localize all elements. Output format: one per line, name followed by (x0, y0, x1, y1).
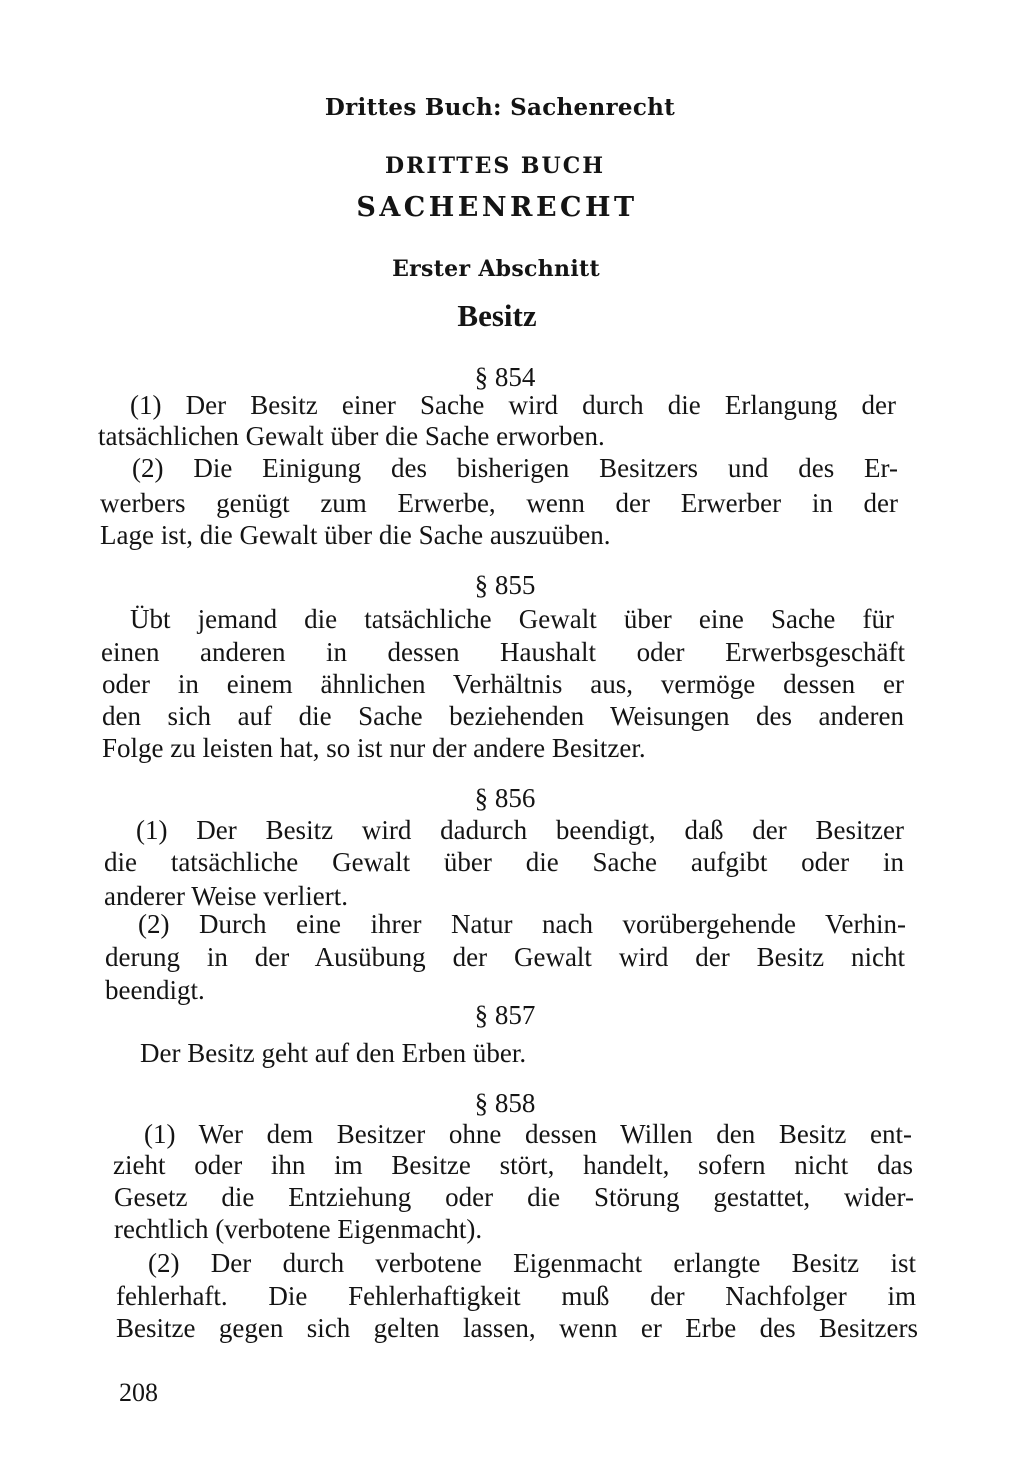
text-line: rechtlich (verbotene Eigenmacht). (114, 1214, 483, 1244)
text-line: (1) Der Besitz einer Sache wird durch die Erlangung der (130, 390, 896, 420)
text-line: einen anderen in dessen Haushalt oder Erwerbsgeschäft (101, 637, 905, 667)
paragraph-number-854: § 854 (474, 362, 536, 392)
text-line: Besitze gegen sich gelten lassen, wenn er Erbe des Besitzers (116, 1313, 918, 1343)
book-title: SACHENRECHT (356, 192, 638, 223)
text-line: (2) Der durch verbotene Eigenmacht erlangte Besitz ist (148, 1248, 916, 1278)
section-title: Besitz (457, 298, 537, 333)
text-line: oder in einem ähnlichen Verhältnis aus, vermöge dessen er (102, 669, 904, 699)
paragraph-number-858: § 858 (474, 1088, 536, 1118)
text-line: werbers genügt zum Erwerbe, wenn der Erwerber in der (100, 488, 898, 518)
text-line: Gesetz die Entziehung oder die Störung gestattet, wider- (114, 1182, 914, 1212)
paragraph-number-856: § 856 (474, 783, 536, 813)
text-line: tatsächlichen Gewalt über die Sache erworben. (98, 421, 605, 451)
paragraph-number-855: § 855 (474, 570, 536, 600)
text-line: Folge zu leisten hat, so ist nur der andere Besitzer. (102, 733, 646, 763)
text-line: fehlerhaft. Die Fehlerhaftigkeit muß der Nachfolger im (116, 1281, 916, 1311)
text-line: zieht oder ihn im Besitze stört, handelt, sofern nicht das (113, 1150, 913, 1180)
text-line: (1) Wer dem Besitzer ohne dessen Willen den Besitz ent- (144, 1119, 912, 1149)
running-head: Drittes Buch: Sachenrecht (324, 94, 676, 121)
page-number: 208 (119, 1378, 158, 1407)
text-line: Lage ist, die Gewalt über die Sache auszuüben. (100, 520, 611, 550)
section-label: Erster Abschnitt (392, 256, 600, 282)
text-line: (2) Durch eine ihrer Natur nach vorübergehende Verhin- (138, 909, 906, 939)
paragraph-number-857: § 857 (474, 1000, 536, 1030)
text-line: Übt jemand die tatsächliche Gewalt über eine Sache für (130, 604, 894, 634)
text-line: den sich auf die Sache beziehenden Weisungen des anderen (102, 701, 904, 731)
text-line: beendigt. (105, 975, 205, 1005)
text-line: Der Besitz geht auf den Erben über. (140, 1038, 527, 1068)
text-line: die tatsächliche Gewalt über die Sache aufgibt oder in (104, 847, 904, 877)
book-label: DRITTES BUCH (384, 153, 605, 179)
text-line: derung in der Ausübung der Gewalt wird der Besitz nicht (105, 942, 905, 972)
text-line: anderer Weise verliert. (104, 881, 348, 911)
text-line: (2) Die Einigung des bisherigen Besitzers und des Er- (132, 453, 898, 483)
text-line: (1) Der Besitz wird dadurch beendigt, daß der Besitzer (136, 815, 904, 845)
